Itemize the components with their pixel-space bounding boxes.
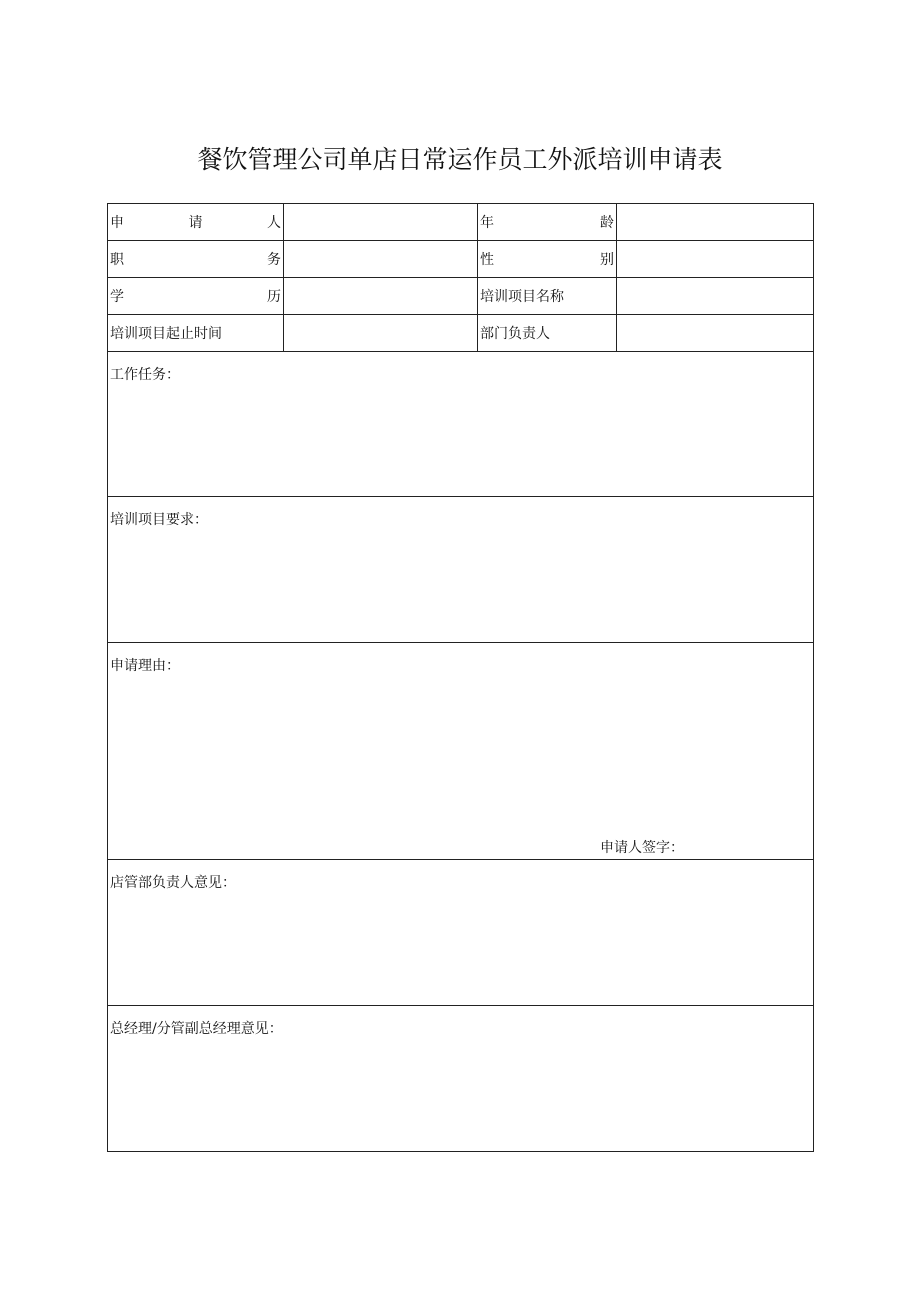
field-age[interactable] [617, 204, 814, 241]
row-applicant-age [108, 204, 814, 241]
row-application-reason [108, 643, 814, 860]
row-position-gender [108, 241, 814, 278]
row-training-requirements [108, 497, 814, 643]
label-applicant: 申 请 人 [108, 204, 284, 241]
label-applicant-signature: 申请人签字： [600, 840, 684, 856]
label-training-requirements: 培训项目要求： [110, 512, 208, 528]
field-application-reason[interactable] [108, 643, 814, 860]
field-applicant[interactable] [284, 204, 478, 241]
label-gender: 性 别 [478, 241, 617, 278]
application-form-table [107, 203, 814, 1152]
label-store-manager-opinion: 店管部负责人意见： [110, 875, 236, 891]
row-gm-opinion [108, 1006, 814, 1152]
field-training-requirements[interactable] [108, 497, 814, 643]
label-training-period: 培训项目起止时间 [108, 315, 284, 352]
form-title: 餐饮管理公司单店日常运作员工外派培训申请表 [197, 145, 723, 174]
field-gender[interactable] [617, 241, 814, 278]
label-work-task: 工作任务： [110, 367, 180, 383]
field-store-manager-opinion[interactable] [108, 860, 814, 1006]
label-age: 年 龄 [478, 204, 617, 241]
field-position[interactable] [284, 241, 478, 278]
row-education-training-name [108, 278, 814, 315]
field-dept-head[interactable] [617, 315, 814, 352]
label-education: 学 历 [108, 278, 284, 315]
field-training-name[interactable] [617, 278, 814, 315]
row-period-dept-head [108, 315, 814, 352]
label-dept-head: 部门负责人 [478, 315, 617, 352]
field-training-period[interactable] [284, 315, 478, 352]
label-training-name: 培训项目名称 [478, 278, 617, 315]
label-gm-opinion: 总经理/分管副总经理意见： [110, 1021, 283, 1037]
row-store-manager-opinion [108, 860, 814, 1006]
field-gm-opinion[interactable] [108, 1006, 814, 1152]
field-education[interactable] [284, 278, 478, 315]
label-position: 职 务 [108, 241, 284, 278]
label-application-reason: 申请理由： [110, 658, 180, 674]
field-work-task[interactable] [108, 352, 814, 497]
row-work-task [108, 352, 814, 497]
